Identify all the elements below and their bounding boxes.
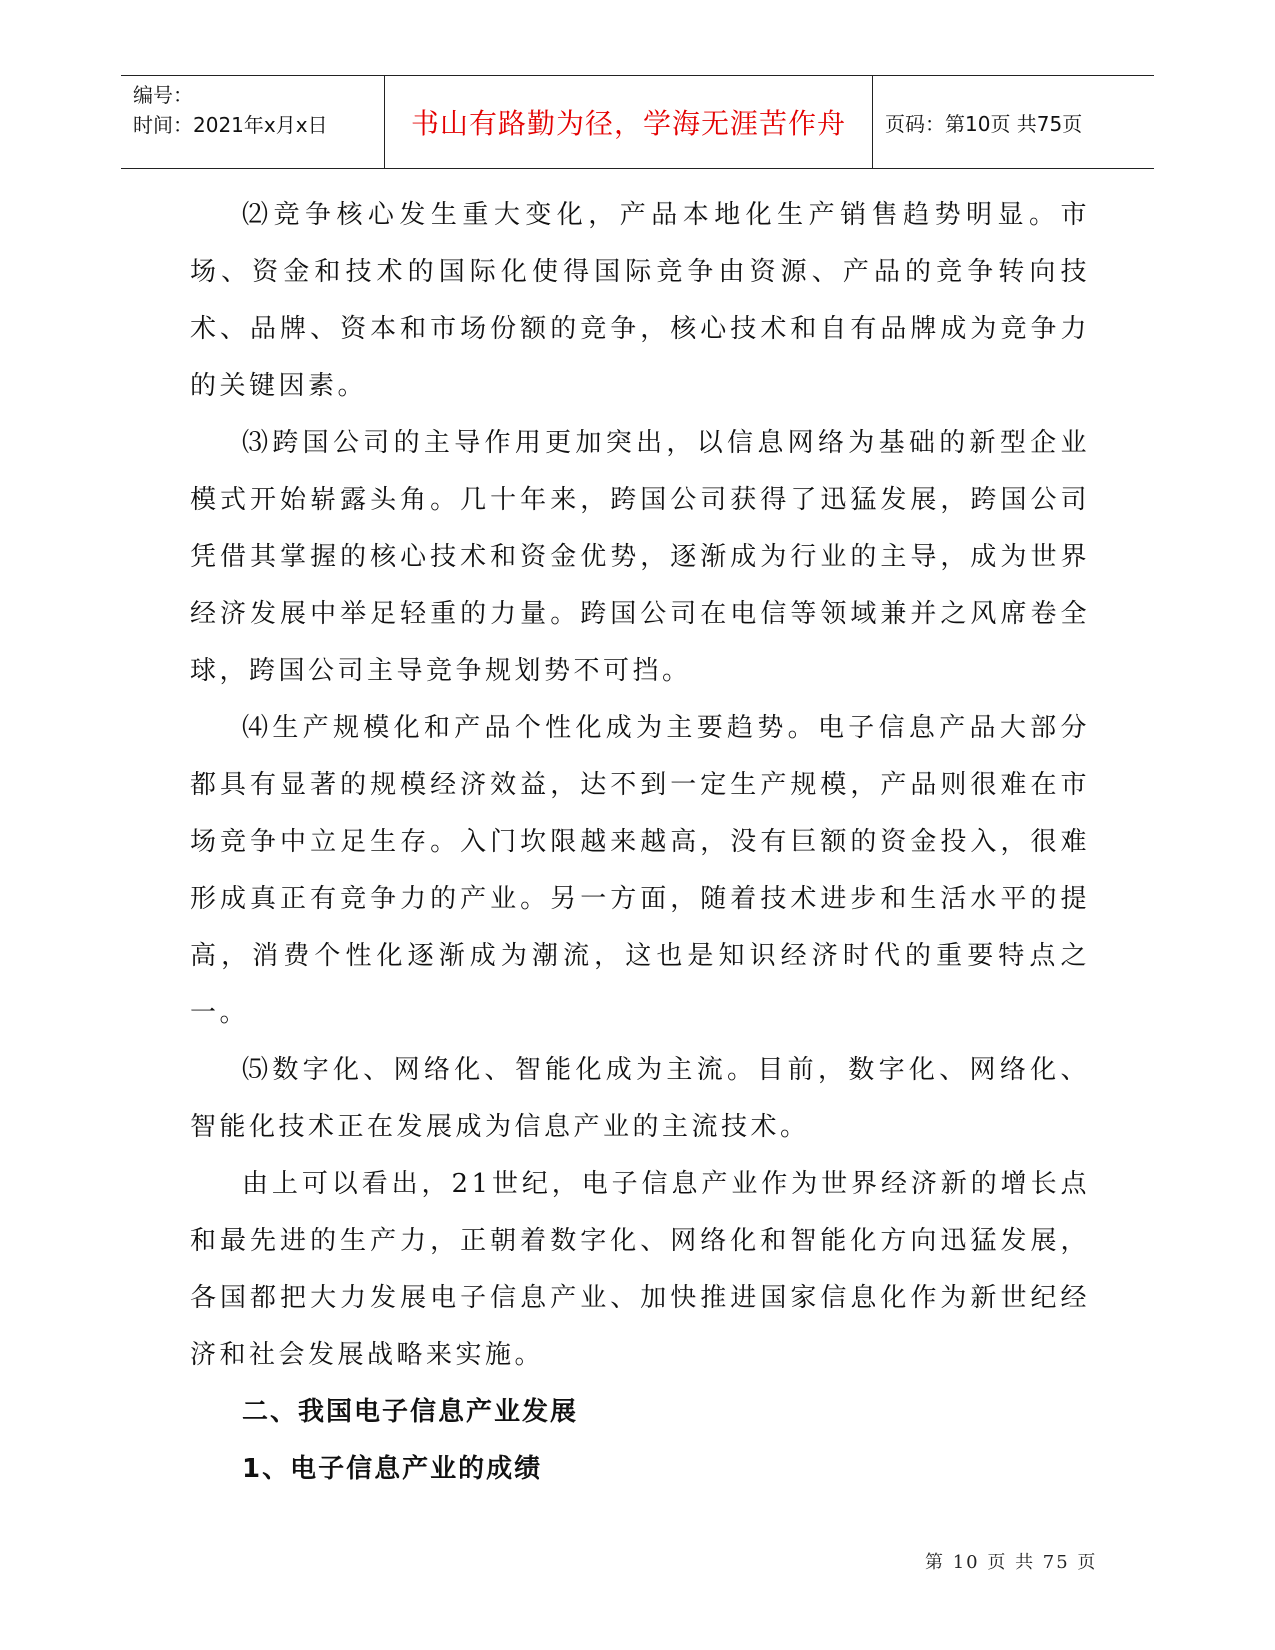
page-footer: 第 10 页 共 75 页 <box>925 1552 1098 1573</box>
header-meta <box>121 76 385 168</box>
document-body <box>190 187 1090 1498</box>
paragraph: ⑵竞争核心发生重大变化，产品本地化生产销售趋势明显。市场、资金和技术的国际化使得国际竞争由资源、产品的竞争转向技术、品牌、资本和市场份额的竞争，核心技术和自有品牌成为竞争力的关键因素。 <box>190 200 1090 401</box>
paragraph: 由上可以看出，21世纪，电子信息产业作为世界经济新的增长点和最先进的生产力，正朝着数字化、网络化和智能化方向迅猛发展，各国都把大力发展电子信息产业、加快推进国家信息化作为新世纪经济和社会发展战略来实施。 <box>190 1169 1090 1370</box>
header-motto: 书山有路勤为径，学海无涯苦作舟 <box>385 76 873 168</box>
section-heading: 二、我国电子信息产业发展 <box>242 1397 579 1427</box>
paragraph: ⑸数字化、网络化、智能化成为主流。目前，数字化、网络化、智能化技术正在发展成为信息产业的主流技术。 <box>190 1055 1090 1142</box>
paragraph: ⑶跨国公司的主导作用更加突出，以信息网络为基础的新型企业模式开始崭露头角。几十年来，跨国公司获得了迅猛发展，跨国公司凭借其掌握的核心技术和资金优势，逐渐成为行业的主导，成为世界经济发展中举足轻重的力量。跨国公司在电信等领域兼并之风席卷全球，跨国公司主导竞争规划势不可挡。 <box>190 428 1090 686</box>
page-header <box>121 75 1154 169</box>
time-label: 时间：2021年x月x日 <box>133 113 328 137</box>
header-page-label: 页码：第10页 共75页 <box>885 111 1083 136</box>
doc-number-label: 编号： <box>133 83 193 107</box>
paragraph: ⑷生产规模化和产品个性化成为主要趋势。电子信息产品大部分都具有显著的规模经济效益，达不到一定生产规模，产品则很难在市场竞争中立足生存。入门坎限越来越高，没有巨额的资金投入，很难形成真正有竞争力的产业。另一方面，随着技术进步和生活水平的提高，消费个性化逐渐成为潮流，这也是知识经济时代的重要特点之一。 <box>190 713 1090 1028</box>
subsection-heading: 1、电子信息产业的成绩 <box>242 1454 543 1484</box>
